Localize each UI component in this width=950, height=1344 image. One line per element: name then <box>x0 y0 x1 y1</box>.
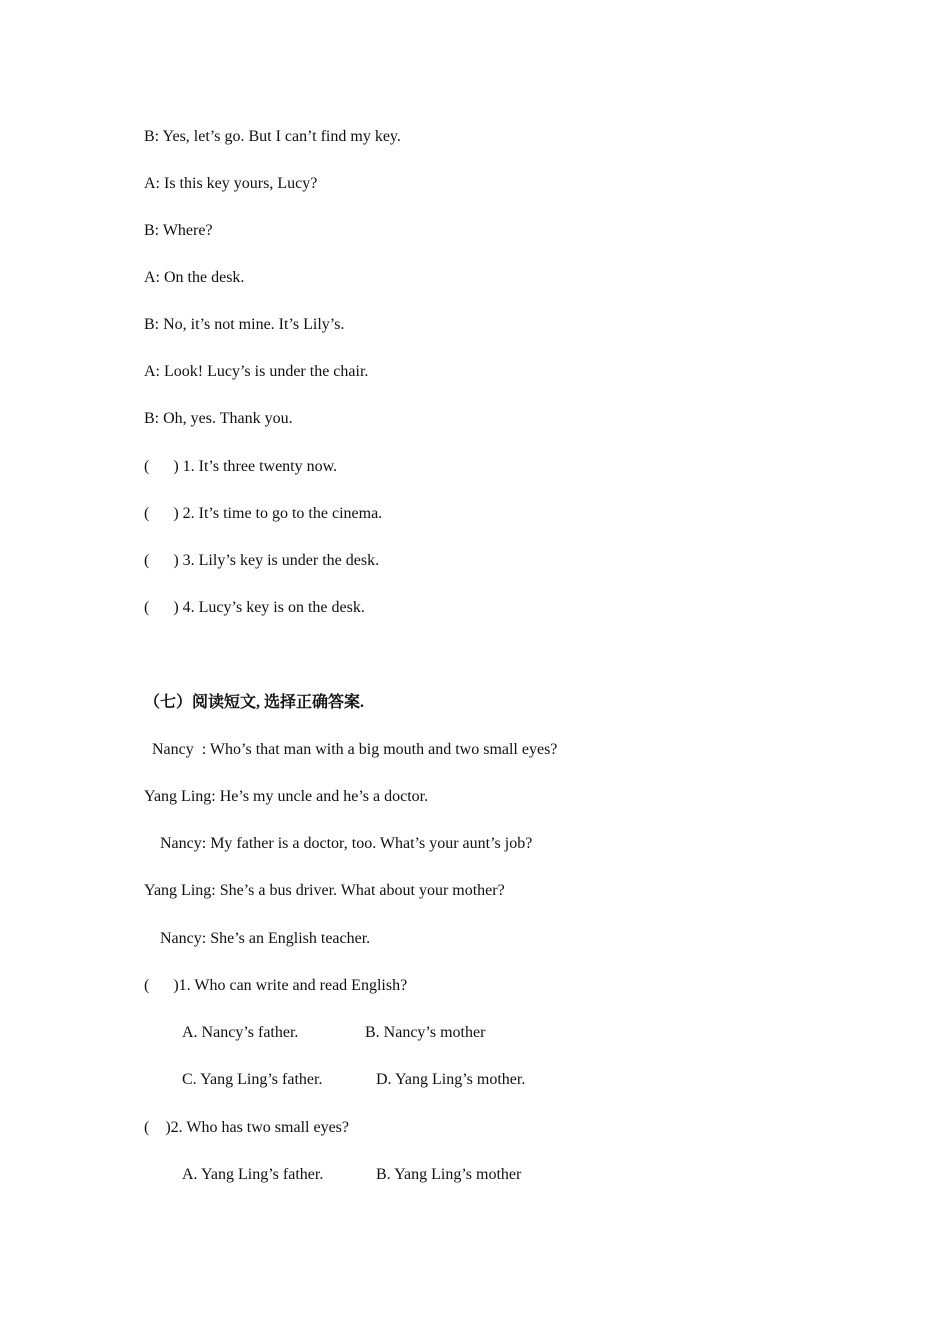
reading-dialogue-line: Yang Ling: She’s a bus driver. What about your mother? <box>144 882 505 899</box>
question-stem: ( )1. Who can write and read English? <box>144 977 408 994</box>
dialogue-line: B: No, it’s not mine. It’s Lily’s. <box>144 316 345 333</box>
answer-option: A. Yang Ling’s father. <box>182 1166 324 1183</box>
answer-option: B. Nancy’s mother <box>365 1024 486 1041</box>
true-false-item: ( ) 4. Lucy’s key is on the desk. <box>144 599 365 616</box>
true-false-item: ( ) 1. It’s three twenty now. <box>144 458 338 475</box>
section-heading: （七）阅读短文, 选择正确答案. <box>144 694 365 711</box>
true-false-item: ( ) 2. It’s time to go to the cinema. <box>144 505 383 522</box>
dialogue-line: A: Is this key yours, Lucy? <box>144 175 318 192</box>
reading-dialogue-line: Nancy : Who’s that man with a big mouth and two small eyes? <box>144 741 558 758</box>
dialogue-line: B: Yes, let’s go. But I can’t find my key. <box>144 128 401 145</box>
dialogue-line: B: Where? <box>144 222 213 239</box>
dialogue-line: B: Oh, yes. Thank you. <box>144 410 293 427</box>
answer-option: B. Yang Ling’s mother <box>376 1166 522 1183</box>
answer-option: C. Yang Ling’s father. <box>182 1071 323 1088</box>
reading-dialogue-line: Yang Ling: He’s my uncle and he’s a doctor. <box>144 788 429 805</box>
dialogue-line: A: On the desk. <box>144 269 245 286</box>
answer-option: A. Nancy’s father. <box>182 1024 299 1041</box>
reading-dialogue-line: Nancy: My father is a doctor, too. What’s your aunt’s job? <box>144 835 533 852</box>
question-stem: ( )2. Who has two small eyes? <box>144 1119 349 1136</box>
reading-dialogue-line: Nancy: She’s an English teacher. <box>144 930 371 947</box>
dialogue-line: A: Look! Lucy’s is under the chair. <box>144 363 369 380</box>
answer-option: D. Yang Ling’s mother. <box>376 1071 526 1088</box>
true-false-item: ( ) 3. Lily’s key is under the desk. <box>144 552 380 569</box>
